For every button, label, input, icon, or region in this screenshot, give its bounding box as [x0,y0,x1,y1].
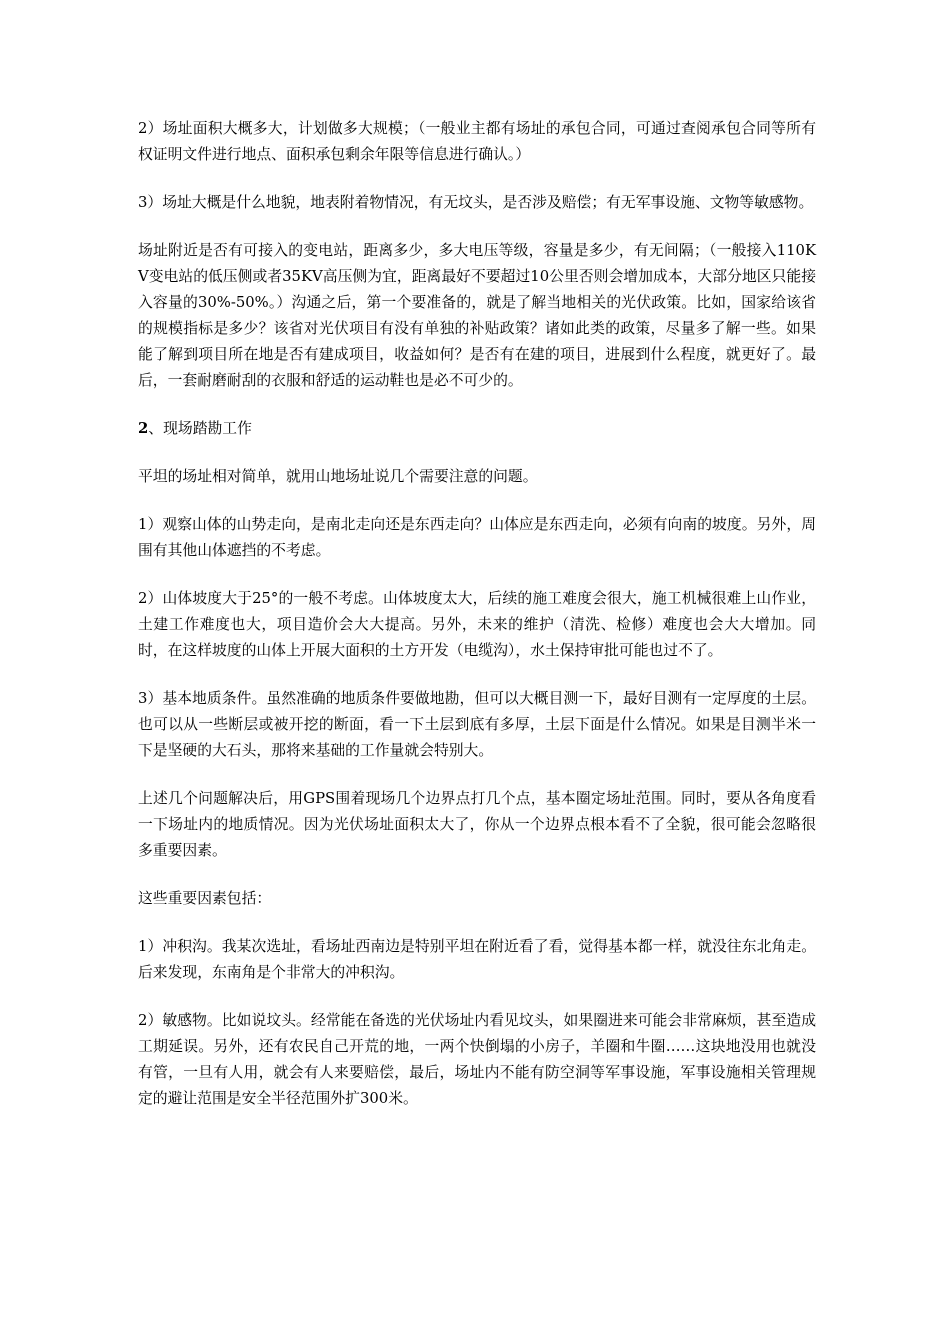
paragraph-factors-intro: 这些重要因素包括： [138,890,272,907]
paragraph-site-area: 2）场址面积大概多大，计划做多大规模；（一般业主都有场址的承包合同，可通过查阅承包合同等所有权证明文件进行地点、面积承包剩余年限等信息进行确认。） [138,120,816,163]
paragraph-geology: 3）基本地质条件。虽然准确的地质条件要做地勘，但可以大概目测一下，最好目测有一定厚度的土层。也可以从一些断层或被开挖的断面，看一下土层到底有多厚，土层下面是什么情况。如果是目测半米一下是坚硬的大石头，那将来基础的工作量就会特别大。 [138,690,816,759]
section-heading-text: 、现场踏勘工作 [148,420,252,437]
paragraph-slope: 2）山体坡度大于25°的一般不考虑。山体坡度太大，后续的施工难度会很大，施工机械很难上山作业，土建工作难度也大，项目造价会大大提高。另外，未来的维护（清洗、检修）难度也会大大增加。同时，在这样坡度的山体上开展大面积的土方开发（电缆沟），水土保持审批可能也过不了。 [138,590,816,659]
paragraph-intro: 平坦的场址相对简单，就用山地场址说几个需要注意的问题。 [138,468,538,485]
paragraph-sensitive: 2）敏感物。比如说坟头。经常能在备选的光伏场址内看见坟头，如果圈进来可能会非常麻烦，甚至造成工期延误。另外，还有农民自己开荒的地，一两个快倒塌的小房子，羊圈和牛圈……这块地没用也就没有管，一旦有人用，就会有人来要赔偿，最后，场址内不能有防空洞等军事设施，军事设施相关管理规定的避让范围是安全半径范围外扩300米。 [138,1012,816,1107]
section-heading [138,416,816,442]
paragraph-mountain-direction: 1）观察山体的山势走向，是南北走向还是东西走向？山体应是东西走向，必须有向南的坡度。另外，周围有其他山体遮挡的不考虑。 [138,516,816,559]
document-body [138,116,816,1134]
paragraph-gully: 1）冲积沟。我某次选址，看场址西南边是特别平坦在附近看了看，觉得基本都一样，就没往东北角走。后来发现，东南角是个非常大的冲积沟。 [138,938,816,981]
paragraph-substation: 场址附近是否有可接入的变电站，距离多少，多大电压等级，容量是多少，有无间隔；（一般接入110KV变电站的低压侧或者35KV高压侧为宜，距离最好不要超过10公里否则会增加成本，大部分地区只能接入容量的30%-50%。）沟通之后，第一个要准备的，就是了解当地相关的光伏政策。比如，国家给该省的规模指标是多少？该省对光伏项目有没有单独的补贴政策？诸如此类的政策，尽量多了解一些。如果能了解到项目所在地是否有建成项目，收益如何？是否有在建的项目，进展到什么程度，就更好了。最后，一套耐磨耐刮的衣服和舒适的运动鞋也是必不可少的。 [138,242,816,389]
paragraph-gps: 上述几个问题解决后，用GPS围着现场几个边界点打几个点，基本圈定场址范围。同时，要从各角度看一下场址内的地质情况。因为光伏场址面积太大了，你从一个边界点根本看不了全貌，很可能会忽略很多重要因素。 [138,790,816,859]
section-heading-number: 2 [138,420,149,437]
paragraph-site-terrain: 3）场址大概是什么地貌，地表附着物情况，有无坟头，是否涉及赔偿；有无军事设施、文物等敏感物。 [138,194,814,211]
